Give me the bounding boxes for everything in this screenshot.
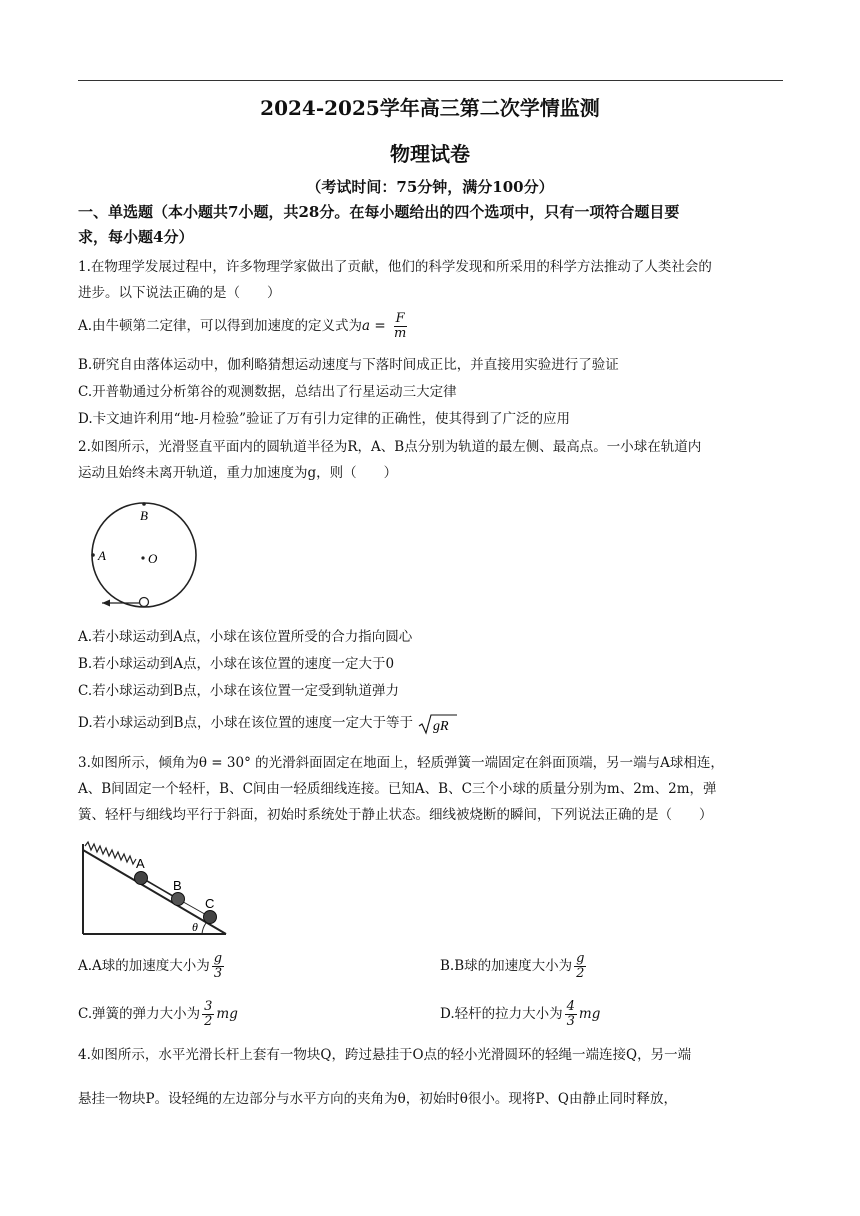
angle-arc [202, 923, 206, 934]
sqrt-radicand: gR [433, 718, 449, 734]
q3-option-a [78, 952, 226, 981]
point-b-dot [142, 502, 146, 506]
q3-option-b-text: B.B球的加速度大小为 [440, 958, 573, 974]
q2-circle-figure [80, 496, 210, 616]
fraction-denominator: 3 [566, 1014, 575, 1029]
q3-stem-line3: 簧、轻杆与细线均平行于斜面，初始时系统处于静止状态。细线被烧断的瞬间，下列说法正确的是（ ） [78, 807, 713, 823]
q2-stem-line2: 运动且始终未离开轨道，重力加速度为g，则（ ） [78, 465, 398, 481]
q1-option-c: C.开普勒通过分析第谷的观测数据，总结出了行星运动三大定律 [78, 384, 457, 400]
point-o-dot [141, 556, 144, 559]
exam-title: 2024-2025学年高三第二次学情监测 [260, 96, 600, 120]
ball-a [135, 872, 148, 885]
q3-option-c-text: C.弹簧的弹力大小为 [78, 1006, 201, 1022]
q3-option-c [78, 1000, 238, 1029]
q2-option-a: A.若小球运动到A点，小球在该位置所受的合力指向圆心 [78, 629, 413, 645]
fraction-numerator: F [395, 311, 405, 326]
q1-option-b: B.研究自由落体运动中，伽利略猜想运动速度与下落时间成正比，并直接用实验进行了验证 [78, 357, 619, 373]
q3-option-d-fraction [565, 1000, 577, 1029]
q3-option-d-unit: mg [578, 1006, 601, 1022]
header-rule [78, 80, 783, 81]
q3-option-c-unit: mg [216, 1006, 238, 1022]
section-heading-line1: 一、单选题（本小题共7小题，共28分。在每小题给出的四个选项中，只有一项符合题目要 [78, 203, 680, 221]
q2-option-d [78, 712, 788, 735]
q3-option-c-fraction [202, 1000, 214, 1029]
sqrt-expression [417, 712, 457, 735]
q3-option-b-fraction [574, 952, 586, 981]
label-c: C [205, 896, 215, 911]
fraction-denominator: m [394, 326, 407, 341]
q1-stem-line2: 进步。以下说法正确的是（ ） [78, 285, 281, 301]
point-a-dot [91, 553, 95, 557]
exam-subtitle: 物理试卷 [390, 142, 470, 166]
q2-option-c: C.若小球运动到B点，小球在该位置一定受到轨道弹力 [78, 683, 400, 699]
label-b: B [173, 878, 182, 893]
fraction-numerator: g [213, 951, 223, 966]
q2-option-d-text: D.若小球运动到B点，小球在该位置的速度一定大于等于 [78, 715, 414, 731]
fraction-numerator: 4 [566, 999, 575, 1014]
fraction-denominator: 2 [576, 966, 585, 981]
incline-slope [83, 850, 226, 934]
spring [85, 842, 136, 864]
q3-option-d-text: D.轻杆的拉力大小为 [440, 1006, 563, 1022]
section-heading-line2: 求，每小题4分） [78, 228, 194, 246]
fraction-denominator: 3 [213, 966, 223, 981]
q1-option-d: D.卡文迪许利用“地-月检验”验证了万有引力定律的正确性，使其得到了广泛的应用 [78, 411, 570, 427]
fraction-numerator: g [576, 951, 585, 966]
q3-option-a-text: A.A球的加速度大小为 [78, 958, 210, 974]
q3-incline-figure [80, 838, 230, 938]
ball-c [204, 911, 217, 924]
fraction-denominator: 2 [204, 1014, 213, 1029]
velocity-arrow-head [102, 600, 110, 607]
q1-stem-line1: 1.在物理学发展过程中，许多物理学家做出了贡献，他们的科学发现和所采用的科学方法推动了人类社会的 [78, 259, 712, 275]
q4-stem-line1: 4.如图所示，水平光滑长杆上套有一物块Q，跨过悬挂于O点的轻小光滑圆环的轻绳一端连接Q，另一端 [78, 1047, 692, 1063]
fraction-numerator: 3 [204, 999, 213, 1014]
q2-option-b: B.若小球运动到A点，小球在该位置的速度一定大于0 [78, 656, 395, 672]
q3-option-d [440, 1000, 600, 1029]
q2-stem-line1: 2.如图所示，光滑竖直平面内的圆轨道半径为R，A、B点分别为轨道的最左侧、最高点。一小球在轨道内 [78, 439, 702, 455]
q1-option-a-text: A.由牛顿第二定律，可以得到加速度的定义式为 [78, 318, 363, 334]
label-a: A [136, 856, 145, 871]
exam-info: （考试时间：75分钟，满分100分） [306, 178, 554, 196]
q4-stem-line2: 悬挂一物块P。设轻绳的左边部分与水平方向的夹角为θ，初始时θ很小。现将P、Q由静止同时释放， [78, 1091, 677, 1107]
label-b: B [140, 508, 148, 523]
label-a: A [98, 548, 106, 563]
ball-b [172, 893, 185, 906]
q1-option-a [78, 312, 788, 341]
q3-option-b [440, 952, 588, 981]
q1-option-a-lhs: a = [362, 318, 386, 334]
label-o: O [148, 551, 158, 566]
section-heading [78, 200, 788, 250]
q3-stem-line2: A、B间固定一个轻杆，B、C间由一轻质细线连接。已知A、B、C三个小球的质量分别为m、2m、2m，弹 [78, 781, 717, 797]
q1-option-a-fraction [392, 312, 408, 341]
q3-option-a-fraction [212, 952, 224, 981]
label-theta: θ [192, 920, 198, 934]
q3-stem-line1: 3.如图所示，倾角为θ = 30° 的光滑斜面固定在地面上，轻质弹簧一端固定在斜面顶端，另一端与A球相连， [78, 755, 724, 771]
ball [140, 598, 149, 607]
